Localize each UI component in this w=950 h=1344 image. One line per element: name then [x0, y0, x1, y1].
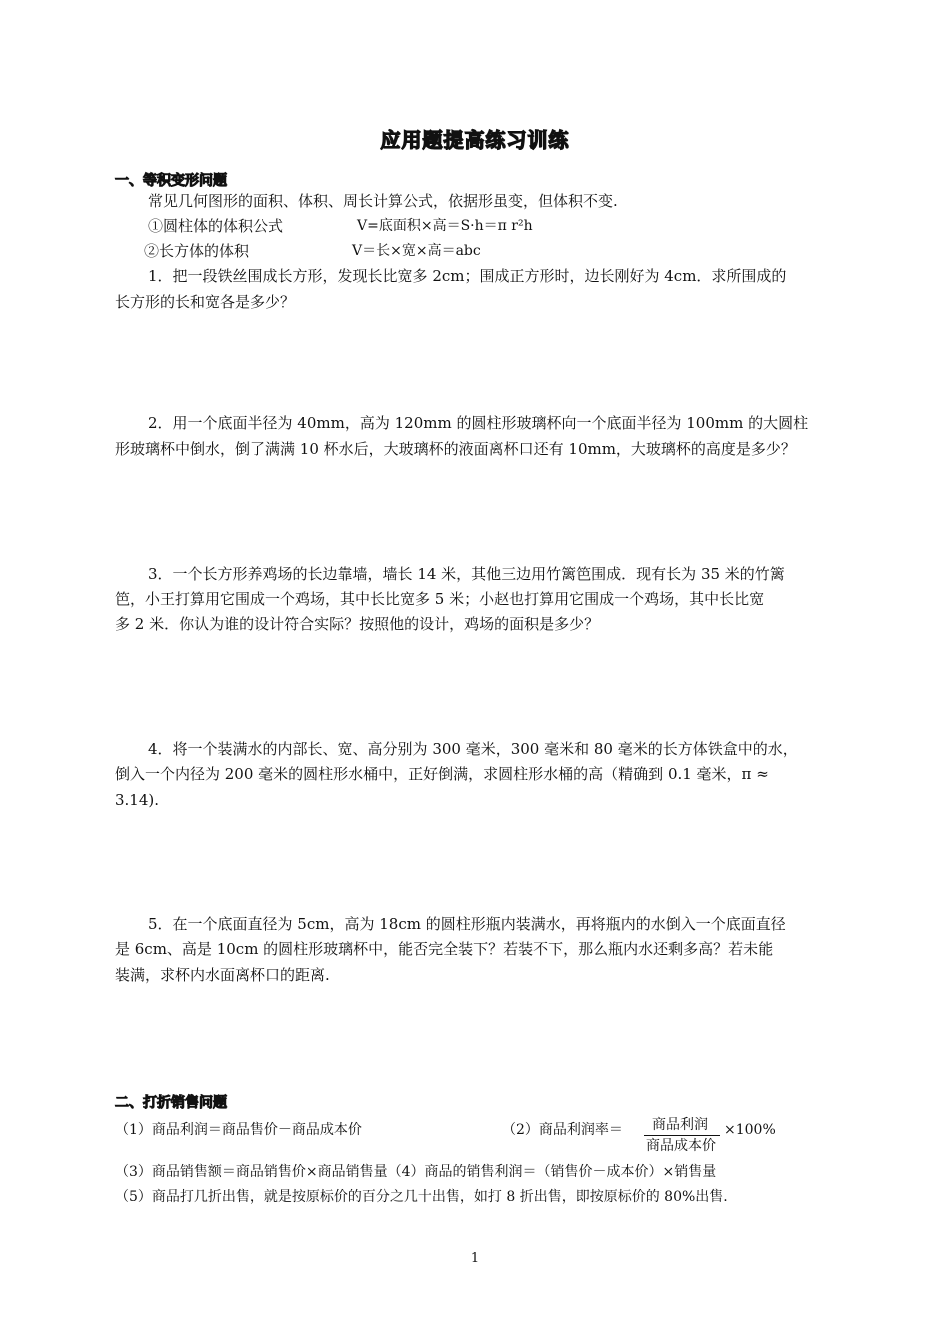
problem-5-line-3: 装满，求杯内水面离杯口的距离.	[115, 966, 330, 984]
problem-2-line-2: 形玻璃杯中倒水，倒了满满 10 杯水后，大玻璃杯的液面离杯口还有 10mm，大玻璃杯的高度是多少？	[115, 440, 796, 458]
formula-2-label: ②长方体的体积	[144, 242, 250, 260]
problem-3-line-1: 3．一个长方形养鸡场的长边靠墙，墙长 14 米，其他三边用竹篱笆围成．现有长为 35 米的竹篱	[148, 565, 785, 583]
sales-formula-3-4: （3）商品销售额＝商品销售价×商品销售量（4）商品的销售利润＝（销售价－成本价）×销售量	[115, 1164, 717, 1180]
problem-1-line-2: 长方形的长和宽各是多少？	[115, 293, 296, 311]
fraction-denominator: 商品成本价	[646, 1138, 716, 1154]
section-heading-1: 一、等积变形问题	[115, 173, 227, 189]
section-heading-2: 二、打折销售问题	[115, 1095, 227, 1111]
problem-5-line-2: 是 6cm、高是 10cm 的圆柱形玻璃杯中，能否完全装下？若装不下，那么瓶内水还剩多高？若未能	[115, 940, 774, 958]
problem-4-line-3: 3.14).	[115, 791, 160, 809]
page-title: 应用题提高练习训练	[380, 128, 570, 152]
fraction-bar	[644, 1135, 720, 1136]
problem-4-line-2: 倒入一个内径为 200 毫米的圆柱形水桶中，正好倒满，求圆柱形水桶的高（精确到 0.1 毫米，π ≈	[115, 765, 769, 783]
sales-formula-2-prefix: （2）商品利润率＝	[502, 1122, 623, 1138]
sales-formula-2-suffix: ×100%	[724, 1122, 776, 1138]
problem-2-line-1: 2．用一个底面半径为 40mm，高为 120mm 的圆柱形玻璃杯向一个底面半径为 100mm 的大圆柱	[148, 414, 809, 432]
problem-3-line-2: 笆，小王打算用它围成一个鸡场，其中长比宽多 5 米；小赵也打算用它围成一个鸡场，其中长比宽	[115, 590, 765, 608]
problem-1-line-1: 1．把一段铁丝围成长方形，发现长比宽多 2cm；围成正方形时，边长刚好为 4cm．求所围成的	[148, 267, 787, 285]
sales-formula-1: （1）商品利润＝商品售价－商品成本价	[115, 1122, 362, 1138]
formula-2-expression: V＝长×宽×高＝abc	[352, 243, 481, 259]
formula-1-label: ①圆柱体的体积公式	[148, 217, 284, 235]
page-number: 1	[470, 1251, 480, 1266]
formula-1-expression: V=底面积×高＝S·h＝π r²h	[357, 218, 533, 234]
problem-5-line-1: 5．在一个底面直径为 5cm，高为 18cm 的圆柱形瓶内装满水，再将瓶内的水倒入一个底面直径	[148, 915, 786, 933]
section-intro: 常见几何图形的面积、体积、周长计算公式，依据形虽变，但体积不变.	[148, 192, 618, 210]
problem-4-line-1: 4．将一个装满水的内部长、宽、高分别为 300 毫米，300 毫米和 80 毫米的长方体铁盒中的水，	[148, 740, 798, 758]
fraction-numerator: 商品利润	[652, 1117, 708, 1133]
sales-formula-5: （5）商品打几折出售，就是按原标价的百分之几十出售，如打 8 折出售，即按原标价的 80%出售.	[115, 1189, 728, 1205]
problem-3-line-3: 多 2 米．你认为谁的设计符合实际？按照他的设计，鸡场的面积是多少？	[115, 615, 600, 633]
